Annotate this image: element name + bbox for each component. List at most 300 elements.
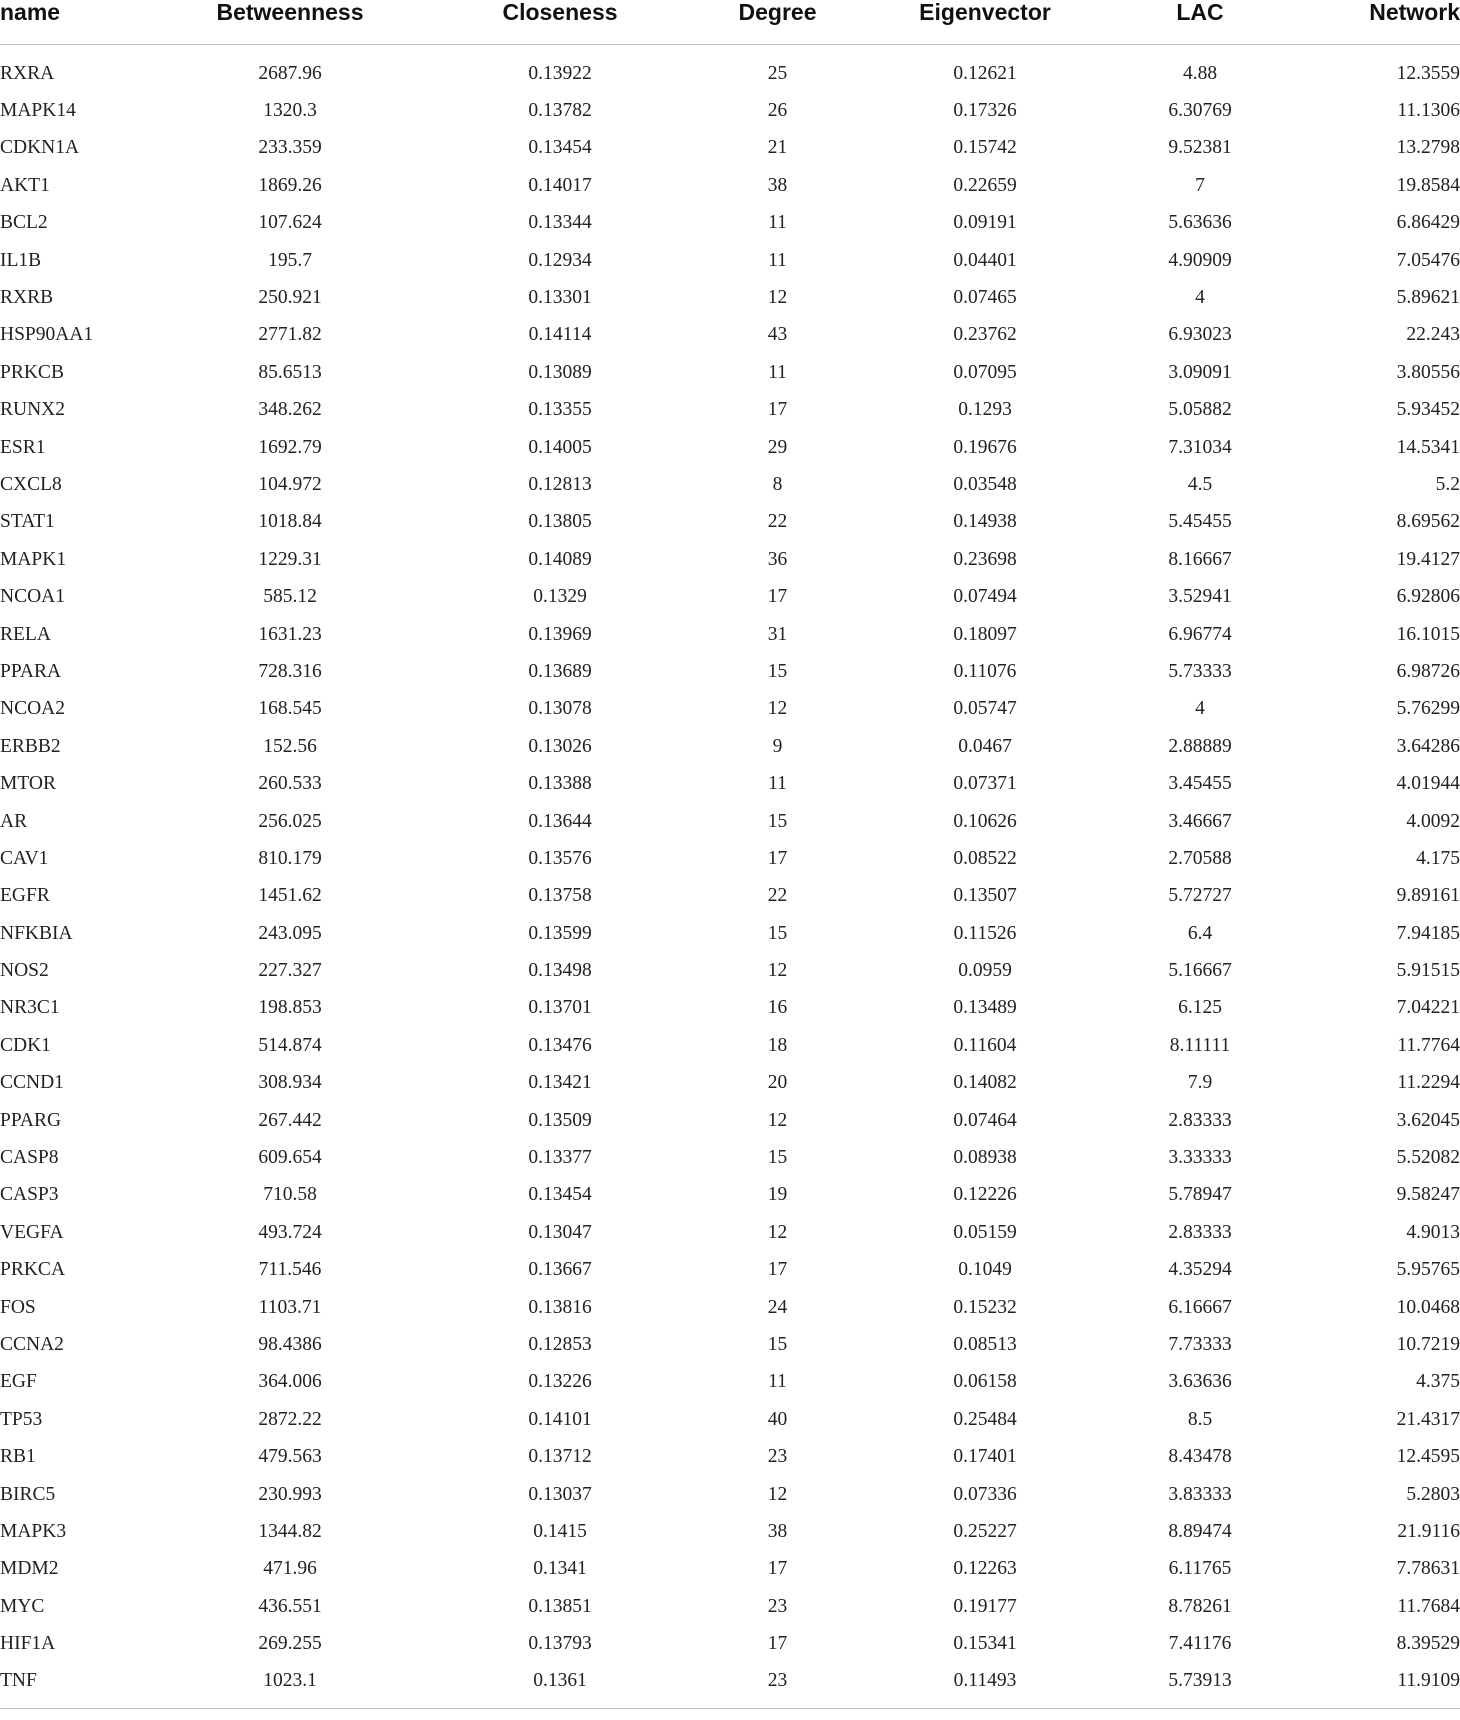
cell-network: 5.95765 (1396, 1259, 1460, 1281)
cell-name: MYC (0, 1595, 45, 1617)
cell-closeness: 0.12934 (528, 249, 592, 271)
table-row (0, 1663, 1460, 1709)
cell-betweenness: 1692.79 (258, 436, 322, 458)
cell-lac: 4 (1195, 287, 1205, 309)
table-row (0, 990, 1460, 1027)
cell-eigenvector: 0.1049 (958, 1259, 1012, 1281)
cell-degree: 15 (767, 1333, 788, 1355)
cell-lac: 7 (1195, 174, 1205, 196)
cell-betweenness: 1023.1 (150, 1663, 430, 1709)
cell-eigenvector: 0.08938 (953, 1147, 1017, 1169)
cell-network: 12.3559 (1396, 62, 1460, 84)
cell-name: HSP90AA1 (0, 324, 94, 346)
column-header-betweenness: Betweenness (150, 0, 430, 45)
cell-closeness: 0.12853 (528, 1333, 592, 1355)
cell-lac: 4.5 (1187, 473, 1213, 495)
cell-network: 3.80556 (1396, 361, 1460, 383)
cell-betweenness: 227.327 (258, 960, 322, 982)
cell-network: 5.2 (1435, 473, 1460, 495)
cell-network: 5.76299 (1396, 698, 1460, 720)
cell-lac: 9.52381 (1168, 137, 1232, 159)
cell-degree: 17 (767, 1259, 788, 1281)
cell-network: 11.2294 (1397, 1072, 1460, 1094)
cell-degree: 12 (767, 1109, 788, 1131)
cell-network: 7.05476 (1396, 249, 1460, 271)
cell-eigenvector: 0.07465 (953, 287, 1017, 309)
cell-lac: 8.78261 (1168, 1595, 1232, 1617)
cell-closeness: 0.13701 (528, 997, 592, 1019)
cell-eigenvector: 0.08513 (953, 1333, 1017, 1355)
table-row (0, 1401, 1460, 1438)
cell-lac: 8.43478 (1168, 1446, 1232, 1468)
cell-network: 11.7764 (1397, 1034, 1460, 1056)
cell-closeness: 0.13851 (528, 1595, 592, 1617)
cell-network: 7.94185 (1396, 922, 1460, 944)
cell-network: 7.78631 (1396, 1558, 1460, 1580)
cell-name: BCL2 (0, 212, 48, 234)
cell-network: 5.91515 (1396, 960, 1460, 982)
table-row (0, 45, 1460, 93)
cell-name: RUNX2 (0, 399, 66, 421)
cell-lac: 5.45455 (1168, 511, 1232, 533)
cell-name: CXCL8 (0, 473, 62, 495)
cell-lac: 6.125 (1178, 997, 1222, 1019)
cell-lac: 3.09091 (1168, 361, 1232, 383)
cell-degree: 29 (767, 436, 788, 458)
cell-eigenvector: 0.07095 (953, 361, 1017, 383)
cell-eigenvector: 0.14082 (953, 1072, 1017, 1094)
cell-betweenness: 585.12 (263, 586, 317, 608)
cell-eigenvector: 0.15232 (953, 1296, 1017, 1318)
cell-network: 19.4127 (1396, 548, 1460, 570)
cell-lac: 2.70588 (1168, 847, 1232, 869)
cell-lac: 5.78947 (1168, 1184, 1232, 1206)
cell-lac: 5.16667 (1168, 960, 1232, 982)
cell-eigenvector: 0.17326 (953, 100, 1017, 122)
cell-lac: 5.73913 (1105, 1663, 1295, 1709)
cell-lac: 8.89474 (1168, 1520, 1232, 1542)
cell-name: MAPK1 (0, 548, 67, 570)
cell-degree: 25 (767, 62, 788, 84)
cell-betweenness: 1229.31 (258, 548, 322, 570)
cell-network: 12.4595 (1396, 1446, 1460, 1468)
cell-lac: 6.16667 (1168, 1296, 1232, 1318)
cell-network: 7.04221 (1396, 997, 1460, 1019)
cell-betweenness: 2687.96 (258, 62, 322, 84)
cell-betweenness: 98.4386 (258, 1333, 322, 1355)
cell-lac: 3.52941 (1168, 586, 1232, 608)
table-row (0, 728, 1460, 765)
cell-betweenness: 267.442 (258, 1109, 322, 1131)
cell-betweenness: 1869.26 (258, 174, 322, 196)
cell-eigenvector: 0.11493 (865, 1663, 1105, 1709)
cell-closeness: 0.13026 (528, 735, 592, 757)
cell-eigenvector: 0.07371 (953, 773, 1017, 795)
cell-lac: 2.83333 (1168, 1221, 1232, 1243)
cell-lac: 5.72727 (1168, 885, 1232, 907)
cell-network: 11.9109 (1295, 1663, 1460, 1709)
cell-eigenvector: 0.10626 (953, 810, 1017, 832)
cell-network: 4.0092 (1406, 810, 1460, 832)
cell-name: BIRC5 (0, 1483, 56, 1505)
cell-name: CCND1 (0, 1072, 64, 1094)
cell-betweenness: 243.095 (258, 922, 322, 944)
cell-network: 21.9116 (1397, 1520, 1460, 1542)
cell-degree: 40 (767, 1408, 788, 1430)
cell-name: NFKBIA (0, 922, 73, 944)
cell-betweenness: 1451.62 (258, 885, 322, 907)
cell-lac: 5.63636 (1168, 212, 1232, 234)
column-header-lac: LAC (1105, 0, 1295, 45)
table-row (0, 541, 1460, 578)
cell-network: 3.64286 (1396, 735, 1460, 757)
cell-degree: 26 (767, 100, 788, 122)
cell-closeness: 0.13089 (528, 361, 592, 383)
cell-degree: 11 (768, 1371, 787, 1393)
cell-eigenvector: 0.19177 (953, 1595, 1017, 1617)
cell-betweenness: 256.025 (258, 810, 322, 832)
cell-eigenvector: 0.09191 (953, 212, 1017, 234)
cell-degree: 36 (767, 548, 788, 570)
cell-name: MDM2 (0, 1558, 59, 1580)
cell-degree: 19 (767, 1184, 788, 1206)
cell-lac: 3.63636 (1168, 1371, 1232, 1393)
cell-betweenness: 711.546 (258, 1259, 322, 1281)
table-row (0, 1139, 1460, 1176)
column-header-degree: Degree (690, 0, 865, 45)
cell-name: RXRA (0, 62, 55, 84)
cell-eigenvector: 0.07494 (953, 586, 1017, 608)
cell-lac: 4.88 (1182, 62, 1218, 84)
cell-betweenness: 269.255 (258, 1633, 322, 1655)
cell-closeness: 0.12813 (528, 473, 592, 495)
cell-network: 4.375 (1416, 1371, 1460, 1393)
cell-lac: 4.90909 (1168, 249, 1232, 271)
cell-closeness: 0.13355 (528, 399, 592, 421)
cell-eigenvector: 0.05747 (953, 698, 1017, 720)
cell-name: RXRB (0, 287, 54, 309)
cell-lac: 8.16667 (1168, 548, 1232, 570)
cell-closeness: 0.13037 (528, 1483, 592, 1505)
table-row (0, 1252, 1460, 1289)
cell-name: RELA (0, 623, 51, 645)
cell-name: NCOA1 (0, 586, 66, 608)
cell-network: 9.89161 (1396, 885, 1460, 907)
cell-network: 16.1015 (1396, 623, 1460, 645)
cell-eigenvector: 0.15341 (953, 1633, 1017, 1655)
cell-lac: 3.83333 (1168, 1483, 1232, 1505)
cell-betweenness: 364.006 (258, 1371, 322, 1393)
cell-name: CASP8 (0, 1147, 59, 1169)
cell-network: 6.92806 (1396, 586, 1460, 608)
cell-name: MAPK14 (0, 100, 76, 122)
cell-closeness: 0.13689 (528, 660, 592, 682)
cell-betweenness: 810.179 (258, 847, 322, 869)
cell-eigenvector: 0.23698 (953, 548, 1017, 570)
cell-degree: 23 (767, 1446, 788, 1468)
cell-eigenvector: 0.13489 (953, 997, 1017, 1019)
cell-betweenness: 2771.82 (258, 324, 322, 346)
table-row (0, 1289, 1460, 1326)
cell-lac: 5.05882 (1168, 399, 1232, 421)
cell-eigenvector: 0.18097 (953, 623, 1017, 645)
cell-degree: 15 (767, 810, 788, 832)
cell-name: MAPK3 (0, 1520, 67, 1542)
cell-closeness: 0.13644 (528, 810, 592, 832)
table-row (0, 504, 1460, 541)
cell-closeness: 0.13476 (528, 1034, 592, 1056)
cell-betweenness: 1344.82 (258, 1520, 322, 1542)
cell-closeness: 0.13344 (528, 212, 592, 234)
cell-closeness: 0.1329 (533, 586, 587, 608)
table-row (0, 92, 1460, 129)
cell-network: 11.7684 (1397, 1595, 1460, 1617)
cell-degree: 11 (768, 361, 787, 383)
cell-closeness: 0.13421 (528, 1072, 592, 1094)
table-row (0, 466, 1460, 503)
cell-degree: 8 (772, 473, 783, 495)
cell-name: VEGFA (0, 1221, 64, 1243)
cell-network: 6.98726 (1396, 660, 1460, 682)
cell-degree: 15 (767, 1147, 788, 1169)
cell-degree: 12 (767, 1221, 788, 1243)
cell-network: 5.52082 (1396, 1147, 1460, 1169)
cell-betweenness: 609.654 (258, 1147, 322, 1169)
cell-lac: 2.83333 (1168, 1109, 1232, 1131)
cell-network: 5.93452 (1396, 399, 1460, 421)
cell-degree: 17 (767, 1558, 788, 1580)
table-row (0, 765, 1460, 802)
cell-eigenvector: 0.07464 (953, 1109, 1017, 1131)
cell-eigenvector: 0.23762 (953, 324, 1017, 346)
cell-degree: 9 (772, 735, 783, 757)
cell-lac: 6.4 (1187, 922, 1213, 944)
cell-betweenness: 1631.23 (258, 623, 322, 645)
cell-closeness: 0.1415 (533, 1520, 587, 1542)
cell-name: AR (0, 810, 28, 832)
cell-name: EGFR (0, 885, 50, 907)
cell-betweenness: 230.993 (258, 1483, 322, 1505)
cell-lac: 8.5 (1187, 1408, 1213, 1430)
cell-lac: 6.30769 (1168, 100, 1232, 122)
cell-network: 8.69562 (1396, 511, 1460, 533)
table-row (0, 1551, 1460, 1588)
cell-betweenness: 710.58 (263, 1184, 317, 1206)
cell-network: 11.1306 (1397, 100, 1460, 122)
header-row (0, 0, 1460, 45)
cell-degree: 16 (767, 997, 788, 1019)
cell-network: 5.89621 (1396, 287, 1460, 309)
cell-eigenvector: 0.0467 (958, 735, 1012, 757)
cell-name: IL1B (0, 249, 42, 271)
cell-degree: 43 (767, 324, 788, 346)
table-row (0, 1476, 1460, 1513)
cell-closeness: 0.13599 (528, 922, 592, 944)
cell-network: 3.62045 (1396, 1109, 1460, 1131)
cell-betweenness: 436.551 (258, 1595, 322, 1617)
cell-betweenness: 152.56 (263, 735, 317, 757)
cell-name: CASP3 (0, 1184, 59, 1206)
cell-eigenvector: 0.22659 (953, 174, 1017, 196)
cell-degree: 15 (767, 660, 788, 682)
cell-lac: 7.73333 (1168, 1333, 1232, 1355)
column-header-closeness: Closeness (430, 0, 690, 45)
cell-closeness: 0.1341 (533, 1558, 587, 1580)
cell-closeness: 0.13301 (528, 287, 592, 309)
cell-name: PPARG (0, 1109, 62, 1131)
cell-network: 8.39529 (1396, 1633, 1460, 1655)
cell-name: NOS2 (0, 960, 49, 982)
cell-name: MTOR (0, 773, 56, 795)
cell-name: RB1 (0, 1446, 36, 1468)
cell-degree: 12 (767, 287, 788, 309)
cell-network: 19.8584 (1396, 174, 1460, 196)
cell-degree: 22 (767, 885, 788, 907)
cell-eigenvector: 0.11526 (953, 922, 1017, 944)
cell-degree: 21 (767, 137, 788, 159)
table-header (0, 0, 1460, 45)
cell-lac: 7.31034 (1168, 436, 1232, 458)
cell-name: PRKCB (0, 361, 64, 383)
cell-closeness: 0.13922 (528, 62, 592, 84)
cell-eigenvector: 0.19676 (953, 436, 1017, 458)
cell-degree: 31 (767, 623, 788, 645)
cell-eigenvector: 0.17401 (953, 1446, 1017, 1468)
table-row (0, 1102, 1460, 1139)
cell-betweenness: 1018.84 (258, 511, 322, 533)
cell-name: PPARA (0, 660, 62, 682)
table-row (0, 1513, 1460, 1550)
cell-network: 14.5341 (1396, 436, 1460, 458)
cell-closeness: 0.13969 (528, 623, 592, 645)
cell-closeness: 0.13078 (528, 698, 592, 720)
cell-closeness: 0.13047 (528, 1221, 592, 1243)
cell-lac: 8.11111 (1169, 1034, 1231, 1056)
cell-closeness: 0.13576 (528, 847, 592, 869)
cell-degree: 12 (767, 960, 788, 982)
cell-closeness: 0.14089 (528, 548, 592, 570)
column-header-eigenvector: Eigenvector (865, 0, 1105, 45)
cell-closeness: 0.13758 (528, 885, 592, 907)
cell-name: STAT1 (0, 511, 55, 533)
cell-eigenvector: 0.13507 (953, 885, 1017, 907)
cell-eigenvector: 0.03548 (953, 473, 1017, 495)
cell-closeness: 0.13509 (528, 1109, 592, 1131)
cell-closeness: 0.13816 (528, 1296, 592, 1318)
cell-degree: 24 (767, 1296, 788, 1318)
cell-lac: 3.33333 (1168, 1147, 1232, 1169)
cell-name: NCOA2 (0, 698, 66, 720)
cell-closeness: 0.14114 (528, 324, 592, 346)
table-row (0, 803, 1460, 840)
cell-betweenness: 107.624 (258, 212, 322, 234)
cell-betweenness: 308.934 (258, 1072, 322, 1094)
cell-betweenness: 728.316 (258, 660, 322, 682)
cell-network: 6.86429 (1396, 212, 1460, 234)
table-row (0, 653, 1460, 690)
cell-lac: 4.35294 (1168, 1259, 1232, 1281)
table-row (0, 1214, 1460, 1251)
cell-name: AKT1 (0, 174, 50, 196)
table-row (0, 915, 1460, 952)
table-row (0, 1177, 1460, 1214)
table-row (0, 952, 1460, 989)
cell-lac: 4 (1195, 698, 1205, 720)
cell-betweenness: 195.7 (268, 249, 312, 271)
cell-name: HIF1A (0, 1633, 56, 1655)
cell-betweenness: 168.545 (258, 698, 322, 720)
cell-degree: 17 (767, 586, 788, 608)
cell-eigenvector: 0.1293 (958, 399, 1012, 421)
table-row (0, 616, 1460, 653)
cell-degree: 12 (767, 698, 788, 720)
table-row (0, 1364, 1460, 1401)
cell-betweenness: 1103.71 (258, 1296, 322, 1318)
cell-degree: 15 (767, 922, 788, 944)
cell-eigenvector: 0.08522 (953, 847, 1017, 869)
cell-degree: 18 (767, 1034, 788, 1056)
table-row (0, 392, 1460, 429)
cell-network: 4.175 (1416, 847, 1460, 869)
cell-name: CCNA2 (0, 1333, 64, 1355)
column-header-name: name (0, 0, 150, 45)
cell-closeness: 0.13226 (528, 1371, 592, 1393)
cell-name: TP53 (0, 1408, 43, 1430)
cell-eigenvector: 0.0959 (958, 960, 1012, 982)
cell-degree: 23 (767, 1595, 788, 1617)
cell-betweenness: 85.6513 (258, 361, 322, 383)
cell-closeness: 0.13454 (528, 137, 592, 159)
cell-closeness: 0.14017 (528, 174, 592, 196)
cell-network: 10.0468 (1396, 1296, 1460, 1318)
cell-network: 22.243 (1406, 324, 1460, 346)
cell-name: EGF (0, 1371, 37, 1393)
cell-eigenvector: 0.11076 (953, 660, 1017, 682)
cell-closeness: 0.14101 (528, 1408, 592, 1430)
cell-network: 10.7219 (1396, 1333, 1460, 1355)
cell-degree: 11 (768, 773, 787, 795)
table-row (0, 1588, 1460, 1625)
table-row (0, 167, 1460, 204)
table-row (0, 578, 1460, 615)
cell-lac: 2.88889 (1168, 735, 1232, 757)
cell-closeness: 0.13454 (528, 1184, 592, 1206)
cell-eigenvector: 0.12263 (953, 1558, 1017, 1580)
table-row (0, 840, 1460, 877)
cell-name: CAV1 (0, 847, 49, 869)
cell-eigenvector: 0.04401 (953, 249, 1017, 271)
cell-closeness: 0.13388 (528, 773, 592, 795)
cell-network: 21.4317 (1396, 1408, 1460, 1430)
cell-lac: 6.93023 (1168, 324, 1232, 346)
cell-name: PRKCA (0, 1259, 66, 1281)
cell-degree: 23 (690, 1663, 865, 1709)
table-row (0, 242, 1460, 279)
cell-degree: 38 (767, 174, 788, 196)
cell-degree: 17 (767, 847, 788, 869)
cell-network: 4.9013 (1406, 1221, 1460, 1243)
cell-network: 5.2803 (1406, 1483, 1460, 1505)
cell-closeness: 0.13712 (528, 1446, 592, 1468)
table-row (0, 354, 1460, 391)
cell-eigenvector: 0.15742 (953, 137, 1017, 159)
cell-eigenvector: 0.07336 (953, 1483, 1017, 1505)
cell-eigenvector: 0.11604 (953, 1034, 1017, 1056)
cell-degree: 17 (767, 1633, 788, 1655)
cell-degree: 17 (767, 399, 788, 421)
table-row (0, 1326, 1460, 1363)
cell-lac: 6.96774 (1168, 623, 1232, 645)
